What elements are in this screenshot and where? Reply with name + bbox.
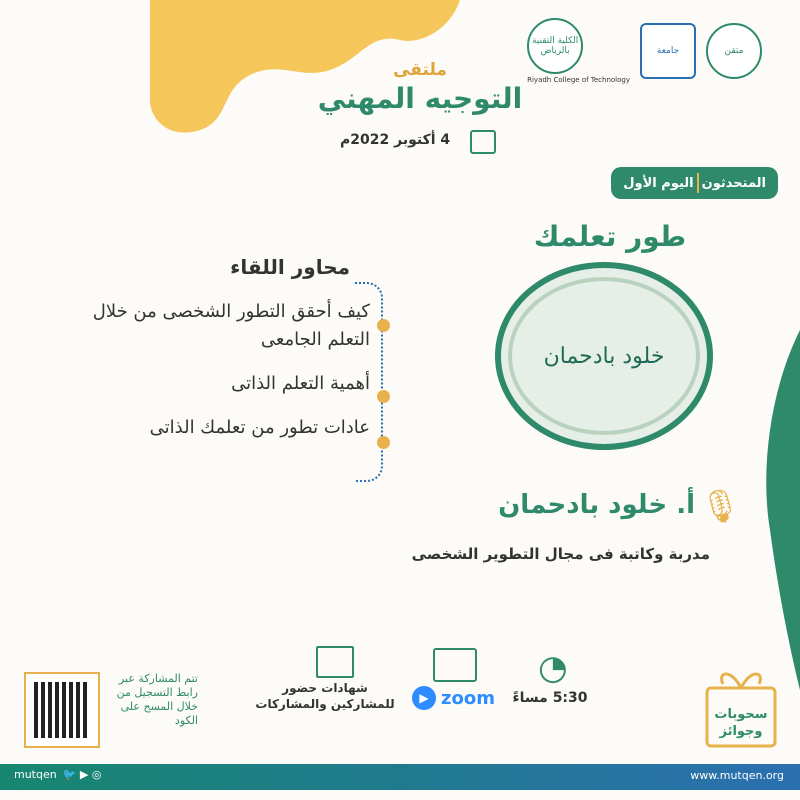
event-title-small: ملتقى <box>393 60 447 80</box>
social-icons: 🐦 ▶ ◎ <box>62 768 102 781</box>
qr-pattern <box>34 682 90 738</box>
topics-list <box>90 298 370 458</box>
day-badge <box>611 167 778 199</box>
badge-speakers: المتحدثون <box>701 175 766 191</box>
footer-bar <box>0 764 800 790</box>
event-date: 4 أكتوبر 2022م <box>340 132 451 148</box>
partner-logos <box>527 18 762 84</box>
riyadh-college-sub: Riyadh College of Technology <box>527 76 630 84</box>
session-heading: طور تعلمك <box>533 220 687 253</box>
topic-item: أهمية التعلم الذاتى <box>231 373 370 394</box>
zoom-logo <box>412 686 495 710</box>
website-link[interactable]: www.mutqen.org <box>690 769 784 782</box>
social-handle: mutqen <box>14 768 57 781</box>
microphone-icon: 🎙 <box>700 487 741 525</box>
topic-bullet-3 <box>377 436 390 449</box>
event-title: التوجيه المهني <box>317 82 523 115</box>
riyadh-college-logo: الكلية التقنية بالرياض <box>527 18 583 74</box>
zoom-camera-icon: ▶ <box>412 686 436 710</box>
certificates-text: شهادات حضور للمشاركين والمشاركات <box>255 681 395 711</box>
session-time: 5:30 مساءً <box>512 690 588 706</box>
topic-bullet-2 <box>377 390 390 403</box>
speaker-role: مدربة وكاتبة فى مجال التطوير الشخصى <box>411 545 710 563</box>
topic-bullet-1 <box>377 319 390 332</box>
clock-icon: ◔ <box>538 648 568 688</box>
qr-code[interactable] <box>24 672 100 748</box>
zoom-label: zoom <box>441 687 495 709</box>
registration-text: تتم المشاركة عبر رابط التسجيل من خلال المسح على الكود <box>116 672 198 727</box>
badge-day: اليوم الأول <box>623 175 694 191</box>
certificate-icon <box>316 646 354 678</box>
topic-item: عادات تطور من تعلمك الذاتى <box>149 417 370 438</box>
speaker-name: أ. خلود بادحمان <box>498 490 695 520</box>
gifts-text: سحوبات وجوائز <box>714 707 768 739</box>
topic-item: كيف أحقق التطور الشخصى من خلال التعلم الجامعى <box>92 301 370 350</box>
calligraphy-name: خلود بادحمان <box>508 277 700 435</box>
badge-divider <box>697 173 699 193</box>
screen-icon <box>433 648 477 682</box>
decorative-blob-right <box>760 330 800 690</box>
calendar-icon <box>470 130 496 154</box>
speaker-photo <box>495 262 713 450</box>
social-handles[interactable] <box>14 768 101 781</box>
mutqen-logo: متقن <box>706 23 762 79</box>
university-logo: جامعة <box>640 23 696 79</box>
axes-heading: محاور اللقاء <box>230 255 350 279</box>
